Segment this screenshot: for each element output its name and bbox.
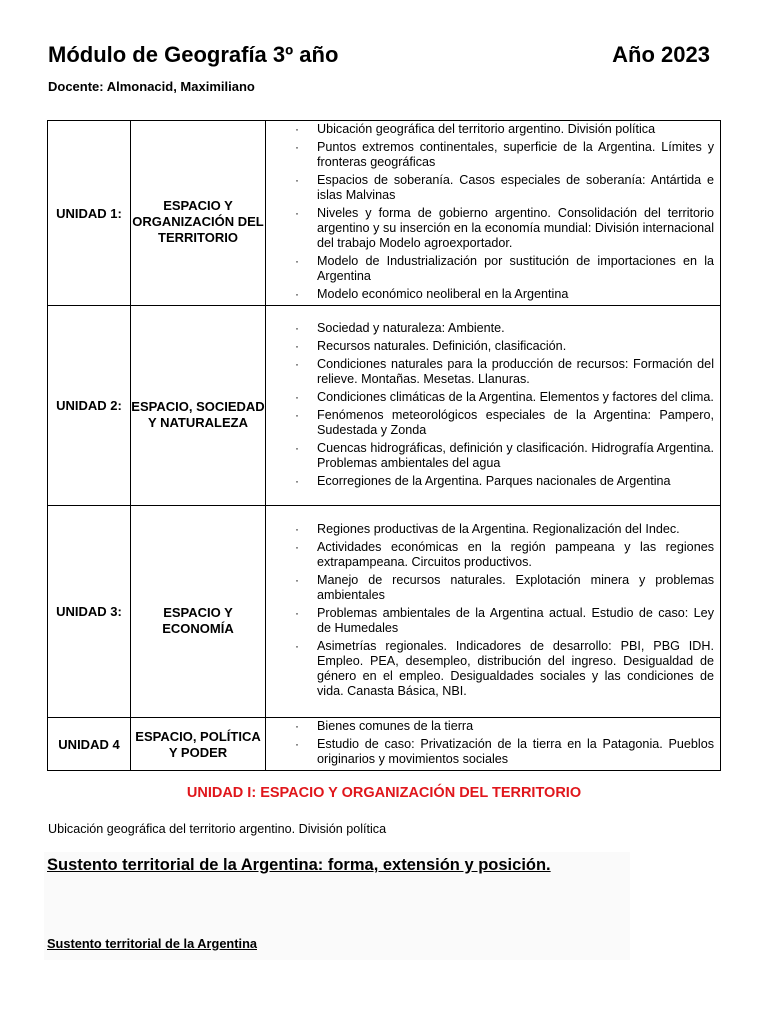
bullet-icon: · <box>295 173 299 187</box>
topic-text: Recursos naturales. Definición, clasificación. <box>317 338 567 353</box>
bullet-icon: · <box>295 287 299 301</box>
document-title: Módulo de Geografía 3º año <box>48 42 339 67</box>
topic-text: Sociedad y naturaleza: Ambiente. <box>317 320 505 335</box>
bullet-icon: · <box>295 338 299 353</box>
topic-text: Modelo de Industrialización por sustitución de importaciones en la Argentina <box>317 254 714 283</box>
topic-list <box>266 719 720 767</box>
topic-item <box>266 122 714 137</box>
unit-theme <box>131 121 266 306</box>
bullet-icon: · <box>295 737 299 751</box>
document-year: Año 2023 <box>612 42 710 67</box>
topic-text: Puntos extremos continentales, superficie de la Argentina. Límites y fronteras geográficas <box>317 140 714 169</box>
bullet-icon: · <box>295 440 299 455</box>
bullet-icon: · <box>295 639 299 653</box>
unit-theme-text: ESPACIO, POLÍTICA Y PODER <box>135 728 261 760</box>
unit-topics <box>266 121 721 306</box>
unit-row <box>48 306 721 506</box>
topic-text: Problemas ambientales de la Argentina actual. Estudio de caso: Ley de Humedales <box>317 606 714 635</box>
unit-theme-text: ESPACIO Y ECONOMÍA <box>162 604 234 636</box>
topic-text: Ecorregiones de la Argentina. Parques nacionales de Argentina <box>317 473 671 488</box>
unit-label: UNIDAD 1: <box>48 121 131 306</box>
topic-text: Estudio de caso: Privatización de la tierra en la Patagonia. Pueblos originarios y movimientos sociales <box>317 737 714 766</box>
topic-item <box>266 606 714 636</box>
topic-item <box>266 339 714 354</box>
unit-row <box>48 506 721 718</box>
topic-item <box>266 474 714 489</box>
topic-item <box>266 287 714 302</box>
bullet-icon: · <box>295 320 299 335</box>
topic-text: Ubicación geográfica del territorio argentino. División política <box>317 122 656 136</box>
topic-item <box>266 206 714 251</box>
topic-item <box>266 639 714 699</box>
topic-item <box>266 719 714 734</box>
document-title-row <box>48 42 710 68</box>
sub-heading: Sustento territorial de la Argentina <box>47 936 257 951</box>
bullet-icon: · <box>295 606 299 620</box>
section-subtopic: Ubicación geográfica del territorio argentino. División política <box>48 822 387 836</box>
topic-text: Bienes comunes de la tierra <box>317 719 474 733</box>
bullet-icon: · <box>295 389 299 404</box>
section-heading: UNIDAD I: ESPACIO Y ORGANIZACIÓN DEL TERRITORIO <box>186 785 582 801</box>
teacher-name: Docente: Almonacid, Maximiliano <box>48 79 255 94</box>
bullet-icon: · <box>295 122 299 136</box>
main-heading: Sustento territorial de la Argentina: forma, extensión y posición. <box>47 856 551 874</box>
unit-label: UNIDAD 3: <box>48 506 131 718</box>
topic-text: Asimetrías regionales. Indicadores de desarrollo: PBI, PBG IDH. Empleo. PEA, desempleo, distribución del ingreso. Desigualdad de género en el empleo. Desigualdades sociales y las condiciones de vida. Canasta Básica, NBI. <box>317 639 714 698</box>
unit-row <box>48 121 721 306</box>
topic-list <box>266 522 720 699</box>
topic-item <box>266 441 714 471</box>
topic-text: Condiciones naturales para la producción de recursos: Formación del relieve. Montañas. Mesetas. Llanuras. <box>317 356 714 386</box>
topic-text: Regiones productivas de la Argentina. Regionalización del Indec. <box>317 522 680 536</box>
bullet-icon: · <box>295 254 299 268</box>
bullet-icon: · <box>295 356 299 371</box>
bullet-icon: · <box>295 522 299 536</box>
topic-item <box>266 140 714 170</box>
units-table <box>47 120 721 771</box>
topic-item <box>266 522 714 537</box>
unit-topics <box>266 306 721 506</box>
topic-text: Fenómenos meteorológicos especiales de la Argentina: Pampero, Sudestada y Zonda <box>317 407 714 437</box>
topic-item <box>266 357 714 387</box>
unit-theme-text: ESPACIO, SOCIEDAD Y NATURALEZA <box>131 398 265 430</box>
topic-list <box>266 321 720 489</box>
unit-topics <box>266 718 721 771</box>
topic-item <box>266 737 714 767</box>
bullet-icon: · <box>295 140 299 154</box>
bullet-icon: · <box>295 473 299 488</box>
bullet-icon: · <box>295 540 299 554</box>
bullet-icon: · <box>295 407 299 422</box>
unit-theme <box>131 506 266 718</box>
topic-item <box>266 390 714 405</box>
topic-list <box>266 122 720 302</box>
topic-item <box>266 173 714 203</box>
unit-label: UNIDAD 4 <box>48 718 131 771</box>
topic-text: Espacios de soberanía. Casos especiales de soberanía: Antártida e islas Malvinas <box>317 173 714 202</box>
bullet-icon: · <box>295 573 299 587</box>
topic-text: Cuencas hidrográficas, definición y clasificación. Hidrografía Argentina. Problemas ambientales del agua <box>317 440 714 470</box>
topic-item <box>266 408 714 438</box>
topic-text: Niveles y forma de gobierno argentino. Consolidación del territorio argentino y su inserción en la economía mundial: División internacional del trabajo Modelo agroexportador. <box>317 206 714 250</box>
topic-item <box>266 321 714 336</box>
topic-item <box>266 573 714 603</box>
bullet-icon: · <box>295 206 299 220</box>
unit-theme <box>131 306 266 506</box>
topic-item <box>266 254 714 284</box>
unit-theme-text: ESPACIO Y ORGANIZACIÓN DEL TERRITORIO <box>132 198 264 245</box>
topic-text: Condiciones climáticas de la Argentina. Elementos y factores del clima. <box>317 389 714 404</box>
topic-item <box>266 540 714 570</box>
topic-text: Actividades económicas en la región pampeana y las regiones extrapampeana. Circuitos productivos. <box>317 540 714 569</box>
topic-text: Modelo económico neoliberal en la Argentina <box>317 287 569 301</box>
topic-text: Manejo de recursos naturales. Explotación minera y problemas ambientales <box>317 573 714 602</box>
unit-row <box>48 718 721 771</box>
bullet-icon: · <box>295 719 299 733</box>
unit-topics <box>266 506 721 718</box>
unit-label: UNIDAD 2: <box>48 306 131 506</box>
unit-theme <box>131 718 266 771</box>
